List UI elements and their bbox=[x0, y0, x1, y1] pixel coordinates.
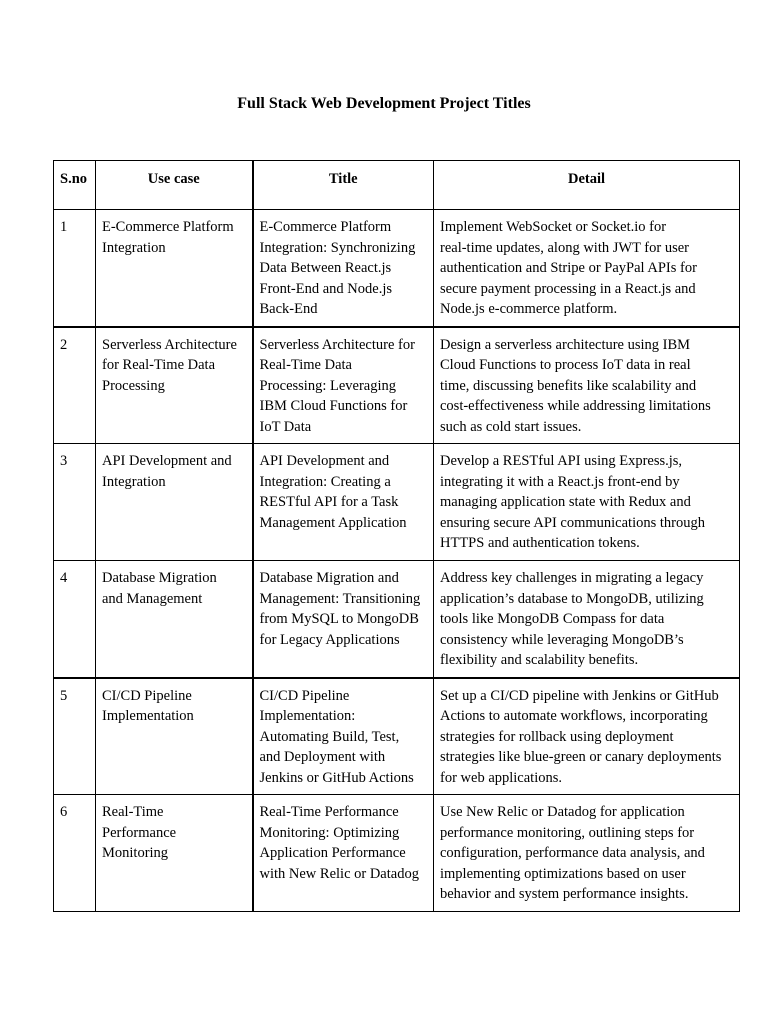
page-title: Full Stack Web Development Project Titles bbox=[237, 95, 531, 112]
table-row bbox=[54, 210, 740, 327]
row-title: API Development and Integration: Creating a RESTful API for a Task Management Application bbox=[253, 444, 434, 561]
row-detail: Design a serverless architecture using IBM Cloud Functions to process IoT data in real time, discussing benefits like scalability and cost-effectiveness while addressing limitations such as cold start issues. bbox=[434, 327, 740, 444]
header-title: Title bbox=[253, 161, 434, 210]
row-sno: 3 bbox=[54, 444, 96, 561]
table-row bbox=[54, 444, 740, 561]
row-sno: 6 bbox=[54, 795, 96, 912]
header-use-case: Use case bbox=[96, 161, 253, 210]
row-sno: 2 bbox=[54, 327, 96, 444]
row-title: Database Migration and Management: Transitioning from MySQL to MongoDB for Legacy Applications bbox=[253, 561, 434, 678]
row-title: E-Commerce Platform Integration: Synchronizing Data Between React.js Front-End and Node.js Back-End bbox=[253, 210, 434, 327]
table-row bbox=[54, 678, 740, 795]
row-sno: 5 bbox=[54, 678, 96, 795]
row-use-case: E-Commerce Platform Integration bbox=[96, 210, 253, 327]
projects-table bbox=[53, 160, 740, 912]
row-use-case: CI/CD Pipeline Implementation bbox=[96, 678, 253, 795]
row-detail: Use New Relic or Datadog for application performance monitoring, outlining steps for configuration, performance data analysis, and implementing optimizations based on user behavior and system performance insights. bbox=[434, 795, 740, 912]
header-detail: Detail bbox=[434, 161, 740, 210]
row-use-case: Serverless Architecture for Real-Time Data Processing bbox=[96, 327, 253, 444]
header-sno: S.no bbox=[54, 161, 96, 210]
row-use-case: Real-Time Performance Monitoring bbox=[96, 795, 253, 912]
row-detail: Set up a CI/CD pipeline with Jenkins or GitHub Actions to automate workflows, incorporating strategies for rollback using deployment strategies like blue-green or canary deployments for web applications. bbox=[434, 678, 740, 795]
row-detail: Develop a RESTful API using Express.js, integrating it with a React.js front-end by managing application state with Redux and ensuring secure API communications through HTTPS and authentication tokens. bbox=[434, 444, 740, 561]
row-use-case: Database Migration and Management bbox=[96, 561, 253, 678]
row-title: Real-Time Performance Monitoring: Optimizing Application Performance with New Relic or Datadog bbox=[253, 795, 434, 912]
row-title: Serverless Architecture for Real-Time Data Processing: Leveraging IBM Cloud Functions for IoT Data bbox=[253, 327, 434, 444]
table-row bbox=[54, 561, 740, 678]
row-use-case: API Development and Integration bbox=[96, 444, 253, 561]
table-row bbox=[54, 795, 740, 912]
row-title: CI/CD Pipeline Implementation: Automating Build, Test, and Deployment with Jenkins or GitHub Actions bbox=[253, 678, 434, 795]
table-header-row bbox=[54, 161, 740, 210]
row-detail: Address key challenges in migrating a legacy application’s database to MongoDB, utilizing tools like MongoDB Compass for data consistency while leveraging MongoDB’s flexibility and scalability benefits. bbox=[434, 561, 740, 678]
row-sno: 4 bbox=[54, 561, 96, 678]
row-detail: Implement WebSocket or Socket.io for real-time updates, along with JWT for user authentication and Stripe or PayPal APIs for secure payment processing in a React.js and Node.js e-commerce platform. bbox=[434, 210, 740, 327]
table-row bbox=[54, 327, 740, 444]
row-sno: 1 bbox=[54, 210, 96, 327]
